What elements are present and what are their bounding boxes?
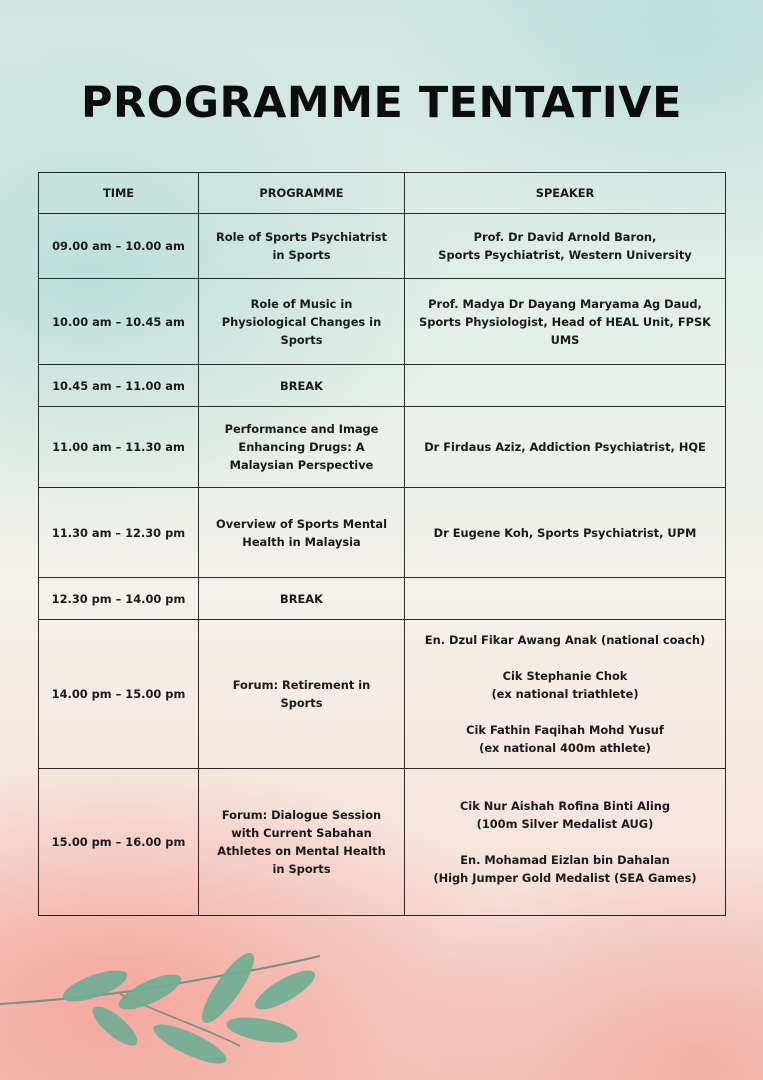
table-row bbox=[39, 279, 726, 365]
rows.7.speaker-line: Cik Nur Aishah Rofina Binti Aling bbox=[459, 799, 671, 813]
rows.7.speaker-line: En. Mohamad Eizlan bin Dahalan bbox=[460, 853, 670, 867]
rows.6.programme-line: Sports bbox=[280, 696, 323, 710]
programme-cell bbox=[199, 279, 405, 365]
rows.6.speaker-line: Cik Stephanie Chok bbox=[502, 669, 628, 683]
table-header-row bbox=[39, 173, 726, 214]
speaker-cell bbox=[405, 365, 726, 407]
speaker-cell bbox=[405, 620, 726, 769]
table-row bbox=[39, 407, 726, 488]
speaker-cell bbox=[405, 769, 726, 916]
programme-cell bbox=[199, 214, 405, 279]
programme-cell bbox=[199, 488, 405, 578]
rows.0.programme-line: in Sports bbox=[272, 248, 331, 262]
speaker-cell bbox=[405, 488, 726, 578]
programme-cell bbox=[199, 620, 405, 769]
line-gap bbox=[413, 649, 717, 667]
rows.7.programme-line: with Current Sabahan bbox=[231, 826, 372, 840]
programme-cell bbox=[199, 407, 405, 488]
rows.3.programme-line: Enhancing Drugs: A bbox=[238, 440, 365, 454]
table-row bbox=[39, 214, 726, 279]
line-gap bbox=[413, 833, 717, 851]
rows.6.speaker-line: (ex national 400m athlete) bbox=[479, 741, 651, 755]
line-gap bbox=[413, 703, 717, 721]
table-row bbox=[39, 769, 726, 916]
time-cell: 11.30 am – 12.30 pm bbox=[39, 488, 199, 578]
rows.1.programme-line: Role of Music in bbox=[250, 296, 353, 311]
rows.1.programme-line: Physiological Changes in bbox=[221, 314, 382, 329]
rows.3.programme-line: Malaysian Perspective bbox=[229, 458, 374, 472]
rows.7.programme-line: in Sports bbox=[272, 862, 331, 876]
speaker-cell bbox=[405, 214, 726, 279]
time-cell: 10.00 am – 10.45 am bbox=[39, 279, 199, 365]
rows.5.programme-line: BREAK bbox=[280, 591, 323, 606]
speaker-cell bbox=[405, 279, 726, 365]
rows.1.speaker-line: Sports Physiologist, Head of HEAL Unit, FPSK bbox=[418, 314, 711, 329]
rows.7.speaker-line: (High Jumper Gold Medalist (SEA Games) bbox=[433, 871, 697, 885]
rows.0.speaker-line: Sports Psychiatrist, Western University bbox=[438, 248, 692, 262]
rows.4.programme-line: Health in Malaysia bbox=[242, 534, 361, 549]
header-time: TIME bbox=[39, 173, 199, 214]
rows.4.programme-line: Overview of Sports Mental bbox=[216, 516, 387, 531]
rows.7.programme-line: Forum: Dialogue Session bbox=[221, 808, 382, 822]
time-cell: 09.00 am – 10.00 am bbox=[39, 214, 199, 279]
rows.6.speaker-line: Cik Fathin Faqihah Mohd Yusuf bbox=[466, 723, 664, 737]
table-row bbox=[39, 365, 726, 407]
rows.1.speaker-line: UMS bbox=[550, 332, 580, 347]
rows.1.programme-line: Sports bbox=[280, 332, 323, 347]
time-cell: 15.00 pm – 16.00 pm bbox=[39, 769, 199, 916]
programme-cell bbox=[199, 578, 405, 620]
header-programme: PROGRAMME bbox=[199, 173, 405, 214]
rows.2.programme-line: BREAK bbox=[280, 378, 323, 393]
programme-cell bbox=[199, 769, 405, 916]
rows.3.programme-line: Performance and Image bbox=[224, 422, 379, 436]
rows.0.programme-line: Role of Sports Psychiatrist bbox=[216, 230, 387, 244]
eucalyptus-branch-icon bbox=[0, 950, 330, 1080]
schedule-body bbox=[39, 214, 726, 916]
programme-cell bbox=[199, 365, 405, 407]
rows.7.speaker-line: (100m Silver Medalist AUG) bbox=[476, 817, 654, 831]
time-cell: 14.00 pm – 15.00 pm bbox=[39, 620, 199, 769]
table-row bbox=[39, 578, 726, 620]
table-row bbox=[39, 620, 726, 769]
rows.7.programme-line: Athletes on Mental Health bbox=[217, 844, 386, 858]
rows.4.speaker-line: Dr Eugene Koh, Sports Psychiatrist, UPM bbox=[433, 525, 697, 540]
time-cell: 11.00 am – 11.30 am bbox=[39, 407, 199, 488]
rows.6.speaker-line: (ex national triathlete) bbox=[491, 687, 639, 701]
schedule-table bbox=[38, 172, 726, 916]
header-speaker: SPEAKER bbox=[405, 173, 726, 214]
rows.6.speaker-line: En. Dzul Fikar Awang Anak (national coach) bbox=[424, 633, 706, 647]
rows.0.speaker-line: Prof. Dr David Arnold Baron, bbox=[473, 230, 657, 244]
time-cell: 10.45 am – 11.00 am bbox=[39, 365, 199, 407]
table-row bbox=[39, 488, 726, 578]
speaker-cell bbox=[405, 578, 726, 620]
rows.6.programme-line: Forum: Retirement in bbox=[232, 678, 371, 692]
rows.1.speaker-line: Prof. Madya Dr Dayang Maryama Ag Daud, bbox=[428, 296, 702, 311]
page-title: PROGRAMME TENTATIVE bbox=[81, 78, 682, 128]
rows.3.speaker-line: Dr Firdaus Aziz, Addiction Psychiatrist, HQE bbox=[424, 440, 706, 454]
speaker-cell bbox=[405, 407, 726, 488]
time-cell: 12.30 pm – 14.00 pm bbox=[39, 578, 199, 620]
